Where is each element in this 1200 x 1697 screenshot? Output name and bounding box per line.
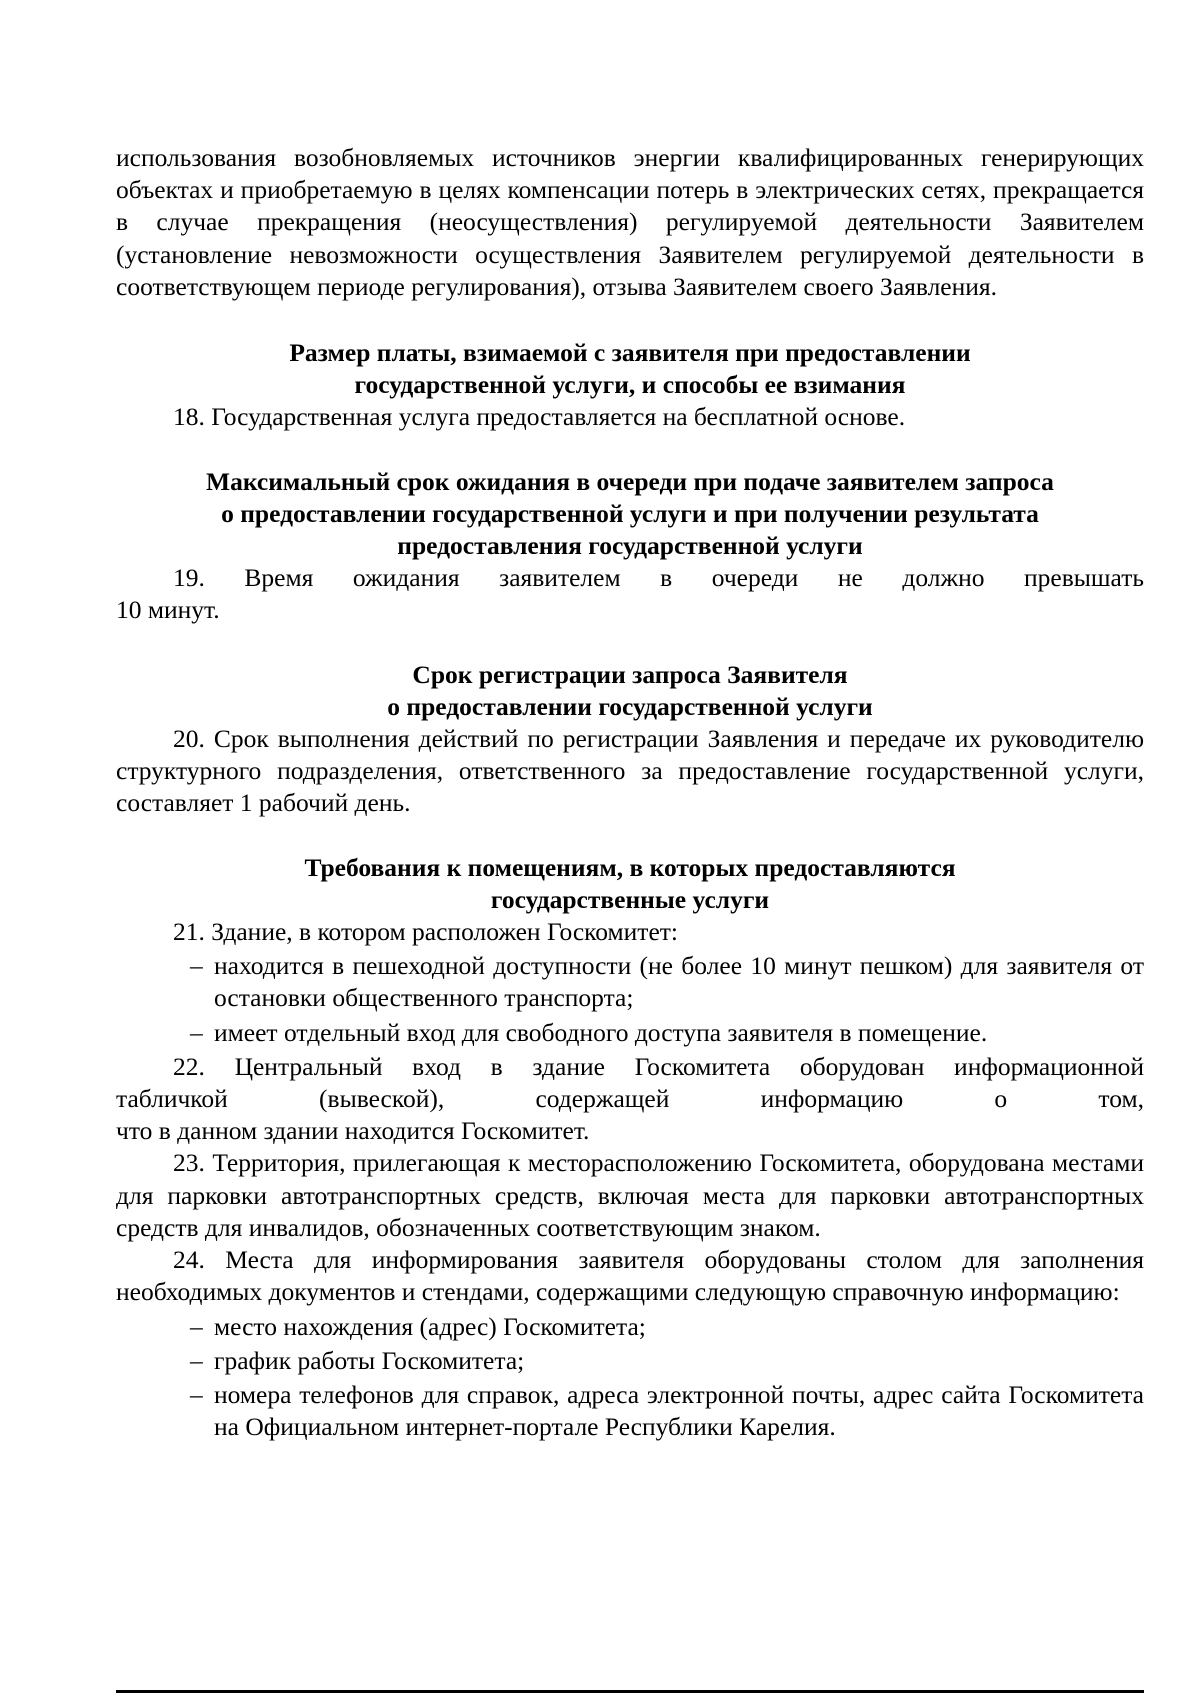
spacer	[116, 627, 1144, 659]
spacer	[116, 303, 1144, 337]
list-item-text: график работы Госкомитета;	[214, 1345, 525, 1375]
list-item-text: имеет отдельный вход для свободного доступа заявителя в помещение.	[214, 1017, 988, 1047]
section-heading-queue-line1: Максимальный срок ожидания в очереди при подаче заявителем запроса	[206, 466, 1054, 496]
clause-19-line2: 10 минут.	[116, 595, 220, 625]
dash-bullet: –	[190, 1379, 203, 1409]
section-heading-premises-line1: Требования к помещениям, в которых предоставляются	[304, 852, 956, 882]
intro-paragraph: использования возобновляемых источников энергии квалифицированных генерирующих объектах и приобретаемую в целях компенсации потерь в электрических сетях, прекращается в случае прекращения (неосуществления) регулируемой деятельности Заявителем (установление невозможности осуществления Заявителем регулируемой деятельности в соответствующем периоде регулирования), отзыва Заявителем своего Заявления.	[116, 143, 1144, 301]
section-heading-registration-line1: Срок регистрации запроса Заявителя	[412, 659, 848, 689]
document-page	[116, 142, 1144, 1445]
clause-18: 18. Государственная услуга предоставляется на бесплатной основе.	[173, 402, 906, 432]
list-item	[116, 1311, 1144, 1343]
spacer	[116, 820, 1144, 852]
list-item-text: номера телефонов для справок, адреса электронной почты, адрес сайта Госкомитета на Официальном интернет-портале Республики Карелия.	[214, 1379, 1144, 1442]
section-heading-premises-line2: государственные услуги	[490, 884, 770, 914]
clause-22-line2: табличкой (вывеской), содержащей информацию о том,	[116, 1084, 1144, 1114]
dash-bullet: –	[190, 1311, 203, 1341]
dash-bullet: –	[190, 1345, 203, 1375]
dash-bullet: –	[190, 1017, 203, 1047]
list-item-text: находится в пешеходной доступности (не более 10 минут пешком) для заявителя от остановки общественного транспорта;	[214, 951, 1144, 1013]
clause-22-line3: что в данном здании находится Госкомитет.	[116, 1116, 590, 1146]
clause-19-line1: 19. Время ожидания заявителем в очереди не должно превышать	[173, 563, 1144, 593]
list-item-text: место нахождения (адрес) Госкомитета;	[214, 1311, 646, 1341]
footer-rule	[116, 1690, 1144, 1693]
clause-23: 23. Территория, прилегающая к месторасположению Госкомитета, оборудована местами для парковки автотранспортных средств, включая места для парковки автотранспортных средств для инвалидов, обозначенных соответствующим знаком.	[116, 1148, 1144, 1242]
section-heading-fee-line2: государственной услуги, и способы ее взимания	[354, 370, 906, 400]
list-item	[116, 1379, 1144, 1443]
clause-24: 24. Места для информирования заявителя оборудованы столом для заполнения необходимых документов и стендами, содержащими следующую справочную информацию:	[116, 1245, 1144, 1307]
section-heading-registration-line2: о предоставлении государственной услуги	[387, 691, 873, 721]
list-item	[116, 1345, 1144, 1377]
section-heading-queue-line2: о предоставлении государственной услуги и при получении результата	[221, 498, 1039, 528]
section-heading-fee-line1: Размер платы, взимаемой с заявителя при предоставлении	[289, 338, 971, 368]
spacer	[116, 434, 1144, 466]
section-heading-queue-line3: предоставления государственной услуги	[397, 531, 863, 561]
clause-21: 21. Здание, в котором расположен Госкомитет:	[173, 917, 678, 947]
list-item	[116, 1017, 1144, 1049]
list-item	[116, 950, 1144, 1014]
dash-bullet: –	[190, 951, 203, 981]
clause-22-line1: 22. Центральный вход в здание Госкомитета оборудован информационной	[173, 1051, 1144, 1081]
clause-20: 20. Срок выполнения действий по регистрации Заявления и передаче их руководителю структурного подразделения, ответственного за предоставление государственной услуги, составляет 1 рабочий день.	[116, 724, 1144, 818]
